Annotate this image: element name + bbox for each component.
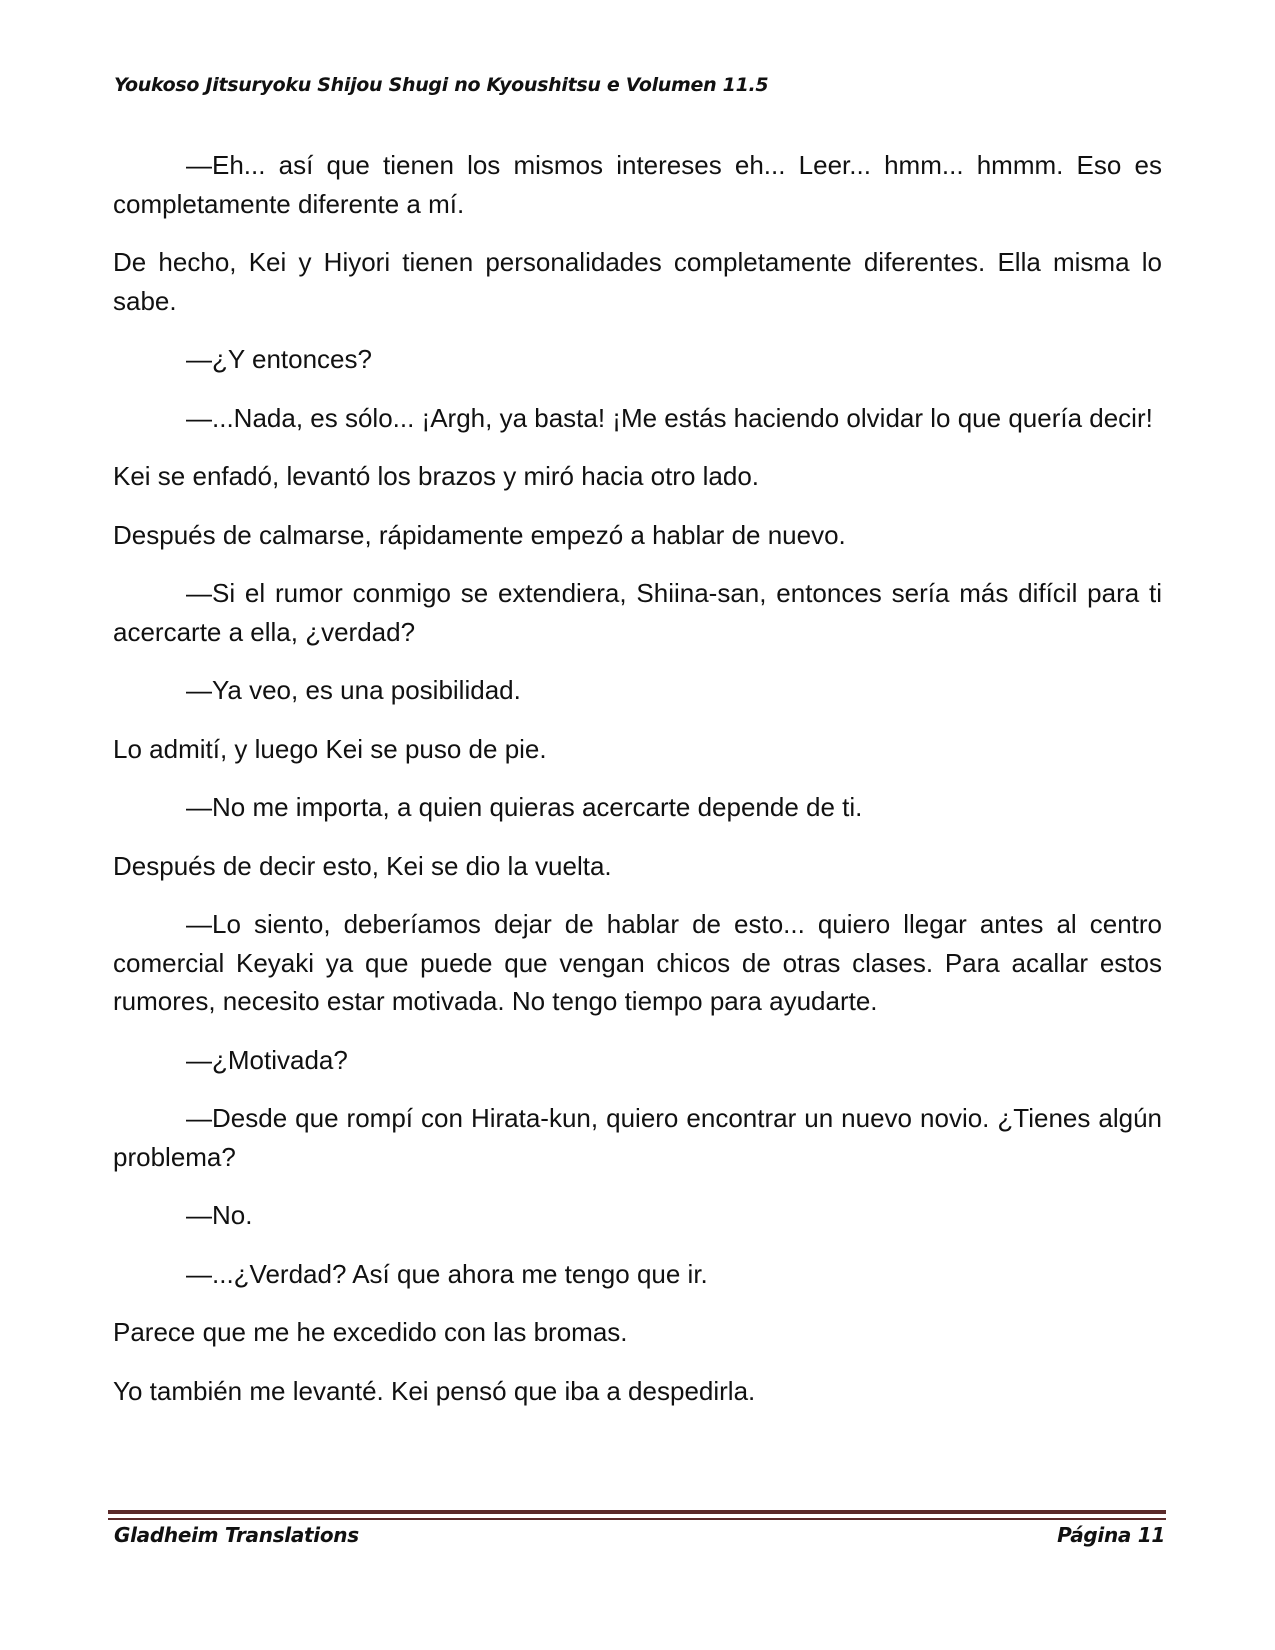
paragraph: —...Nada, es sólo... ¡Argh, ya basta! ¡Me estás haciendo olvidar lo que quería decir! bbox=[186, 402, 1153, 433]
paragraph: Después de decir esto, Kei se dio la vuelta. bbox=[113, 850, 612, 881]
paragraph: —...¿Verdad? Así que ahora me tengo que ir. bbox=[186, 1258, 708, 1289]
paragraph: Parece que me he excedido con las bromas. bbox=[113, 1317, 628, 1347]
paragraph: —Si el rumor conmigo se extendiera, Shiina-san, entonces sería más difícil para ti acercarte a ella, ¿verdad? bbox=[113, 578, 1162, 647]
paragraph: —Ya veo, es una posibilidad. bbox=[186, 675, 521, 705]
paragraph: Lo admití, y luego Kei se puso de pie. bbox=[113, 733, 547, 764]
paragraph: —No. bbox=[186, 1200, 253, 1230]
paragraph: —Eh... así que tienen los mismos intereses eh... Leer... hmm... hmmm. Eso es completamente diferente a mí. bbox=[113, 150, 1162, 219]
footer-divider-thin bbox=[108, 1518, 1166, 1520]
paragraph: Yo también me levanté. Kei pensó que iba a despedirla. bbox=[113, 1375, 756, 1406]
paragraph: —¿Y entonces? bbox=[186, 344, 372, 374]
paragraph: —¿Motivada? bbox=[186, 1044, 348, 1075]
paragraph: —No me importa, a quien quieras acercarte depende de ti. bbox=[186, 792, 863, 822]
paragraph: Después de calmarse, rápidamente empezó a hablar de nuevo. bbox=[113, 519, 846, 550]
footer-credit: Gladheim Translations bbox=[114, 1523, 359, 1547]
page-header-title: Youkoso Jitsuryoku Shijou Shugi no Kyoushitsu e Volumen 11.5 bbox=[114, 74, 769, 96]
footer-divider-thick bbox=[108, 1510, 1166, 1514]
paragraph: —Lo siento, deberíamos dejar de hablar de esto... quiero llegar antes al centro comercial Keyaki ya que puede que vengan chicos de otras clases. Para acallar estos rumores, necesito estar motivada. No tengo tiempo para ayudarte. bbox=[113, 909, 1162, 1016]
page-body bbox=[113, 146, 1162, 1430]
page-number: Página 11 bbox=[1057, 1523, 1165, 1547]
paragraph: De hecho, Kei y Hiyori tienen personalidades completamente diferentes. Ella misma lo sabe. bbox=[113, 247, 1162, 316]
paragraph: —Desde que rompí con Hirata-kun, quiero encontrar un nuevo novio. ¿Tienes algún problema? bbox=[113, 1103, 1162, 1172]
paragraph: Kei se enfadó, levantó los brazos y miró hacia otro lado. bbox=[113, 461, 760, 491]
